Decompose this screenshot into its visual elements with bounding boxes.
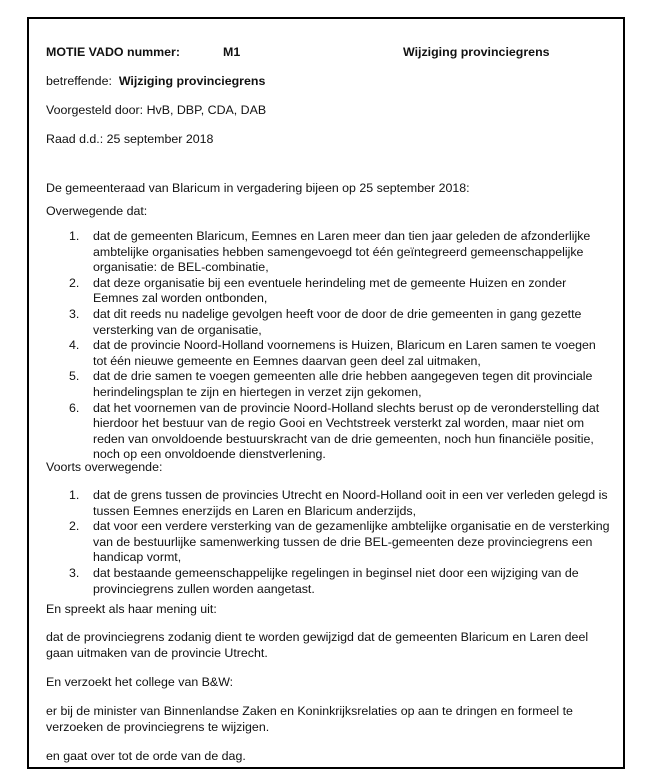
closing-text: en gaat over tot de orde van de dag.	[46, 749, 246, 763]
intro-text: De gemeenteraad van Blaricum in vergadering bijeen op 25 september 2018:	[46, 181, 470, 195]
further-considering-heading: Voorts overwegende:	[46, 460, 163, 474]
considering-list	[69, 229, 609, 463]
further-considering-list	[69, 488, 609, 597]
opinion-heading: En spreekt als haar mening uit:	[46, 602, 217, 616]
list-item: 2. dat deze organisatie bij een eventuele herindeling met de gemeente Huizen en zonder Eemnes zal worden ontbonden,	[69, 275, 567, 306]
motion-number: M1	[223, 45, 241, 59]
list-item: 1. dat de grens tussen de provincies Utrecht en Noord-Holland ooit in een ver verleden gelegd is tussen Eemnes enerzijds en Laren en Blaricum anderzijds,	[69, 488, 608, 518]
list-item: 4. dat de provincie Noord-Holland voornemens is Huizen, Blaricum en Laren samen te voegen tot één nieuwe gemeente en Eemnes daarvan geen deel zal uitmaken,	[69, 338, 596, 368]
request-text: er bij de minister van Binnenlandse Zaken en Koninkrijksrelaties op aan te dringen en formeel te verzoeken de provinciegrens te wijzigen.	[46, 704, 573, 734]
proposed-by: Voorgesteld door: HvB, DBP, CDA, DAB	[46, 103, 267, 117]
list-item: 6. dat het voornemen van de provincie Noord-Holland slechts berust op de veronderstelling dat hierdoor het bestuur van de regio Gooi en Vechtstreek versterkt zal worden, maar niet om reden van onvoldoende bestuurskracht van de drie gemeenten, noch hun financiële positie, noch op een onvoldoende dienstverlening.	[69, 400, 600, 462]
opinion-text: dat de provinciegrens zodanig dient te worden gewijzigd dat de gemeenten Blaricum en Laren deel gaan uitmaken van de provincie Utrecht.	[46, 630, 589, 660]
list-item: 1. dat de gemeenten Blaricum, Eemnes en Laren meer dan tien jaar geleden de afzonderlijke ambtelijke organisaties hebben samengevoegd tot één geïntegreerd gemeenschappelijke organisatie: de BEL-combinatie,	[69, 229, 591, 275]
motion-header	[46, 45, 606, 61]
list-item: 2. dat voor een verdere versterking van de gezamenlijke ambtelijke organisatie en de versterking van de bestuurlijke samenwerking tussen de drie BEL-gemeenten deze provinciegrens een handicap vormt,	[69, 519, 610, 565]
list-item: 3. dat dit reeds nu nadelige gevolgen heeft voor de door de drie gemeenten in gang gezette versterking van de organisatie,	[69, 306, 582, 337]
motion-label: MOTIE VADO nummer:	[46, 45, 181, 59]
list-item: 5. dat de drie samen te voegen gemeenten alle drie hebben aangegeven tegen dit provinciale herindelingsplan te zijn en hiertegen in verzet zijn gekomen,	[69, 369, 593, 399]
subject-line	[46, 74, 265, 90]
council-date: Raad d.d.: 25 september 2018	[46, 132, 214, 146]
subject-value: Wijziging provinciegrens	[118, 74, 266, 88]
motion-title: Wijziging provinciegrens	[403, 45, 550, 59]
subject-label: betreffende:	[46, 74, 112, 88]
request-heading: En verzoekt het college van B&W:	[46, 675, 234, 689]
considering-heading: Overwegende dat:	[46, 204, 148, 218]
list-item: 3. dat bestaande gemeenschappelijke regelingen in beginsel niet door een wijziging van de provinciegrens zullen worden aangetast.	[69, 565, 579, 596]
motion-document	[27, 17, 625, 769]
